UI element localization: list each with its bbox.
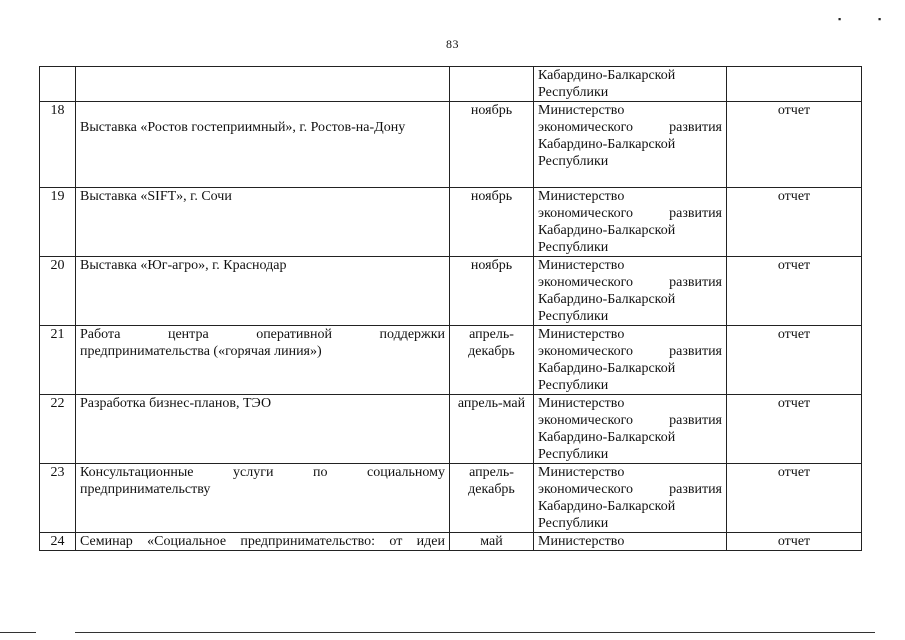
event-report: отчет	[727, 395, 862, 464]
executor-line: Кабардино-Балкарской	[538, 137, 676, 152]
scan-edge-line	[0, 632, 36, 633]
event-executor	[534, 533, 727, 551]
row-number: 24	[40, 533, 76, 551]
page-number: 83	[446, 37, 459, 51]
executor-line: Министерство	[538, 103, 625, 118]
event-report: отчет	[727, 257, 862, 326]
event-name-line: Семинар «Социальное предпринимательство: от идеи	[80, 534, 445, 549]
executor-line: Министерство	[538, 396, 625, 411]
executor-line: экономического развития	[538, 482, 722, 497]
event-name-line: Выставка «Юг-агро», г. Краснодар	[80, 258, 287, 273]
scan-edge-line	[75, 632, 875, 633]
events-table	[39, 66, 862, 551]
executor-line: Республики	[538, 447, 609, 462]
event-executor	[534, 188, 727, 257]
row-number	[40, 67, 76, 102]
executor-line: экономического развития	[538, 206, 722, 221]
event-term	[450, 533, 534, 551]
table-row-continued	[40, 67, 862, 102]
executor-line: Кабардино-Балкарской	[538, 361, 676, 376]
event-term	[450, 102, 534, 188]
event-name	[76, 188, 450, 257]
executor-line: экономического развития	[538, 120, 722, 135]
executor-line: Кабардино-Балкарской	[538, 223, 676, 238]
event-term	[450, 395, 534, 464]
executor-line: Министерство	[538, 258, 625, 273]
table-row	[40, 533, 862, 551]
event-name	[76, 326, 450, 395]
row-number: 21	[40, 326, 76, 395]
event-executor	[534, 326, 727, 395]
term-line: декабрь	[468, 482, 515, 497]
executor-line: Республики	[538, 85, 609, 100]
table-row	[40, 395, 862, 464]
event-name	[76, 464, 450, 533]
term-line: ноябрь	[470, 103, 513, 118]
executor-line: Министерство	[538, 534, 625, 549]
executor-line: Министерство	[538, 189, 625, 204]
executor-line: Министерство	[538, 327, 625, 342]
event-term	[450, 257, 534, 326]
scan-speck: ▪	[878, 14, 882, 24]
event-term	[450, 188, 534, 257]
row-number: 20	[40, 257, 76, 326]
executor-line: Кабардино-Балкарской	[538, 499, 676, 514]
executor-line: Кабардино-Балкарской	[538, 292, 676, 307]
executor-line: Республики	[538, 309, 609, 324]
event-term	[450, 67, 534, 102]
event-executor	[534, 67, 727, 102]
term-line: ноябрь	[470, 189, 513, 204]
event-name-line: предпринимательству	[80, 482, 211, 497]
row-number: 23	[40, 464, 76, 533]
event-name	[76, 102, 450, 188]
event-report: отчет	[727, 533, 862, 551]
executor-line: Республики	[538, 378, 609, 393]
table-row	[40, 102, 862, 188]
executor-line: Кабардино-Балкарской	[538, 430, 676, 445]
event-name-line: Выставка «Ростов гостеприимный», г. Ростов-на-Дону	[80, 120, 406, 135]
executor-line: Кабардино-Балкарской	[538, 68, 676, 83]
term-line: апрель-	[469, 327, 514, 342]
row-number: 22	[40, 395, 76, 464]
row-number: 19	[40, 188, 76, 257]
event-term	[450, 326, 534, 395]
event-name-line: Работа центра оперативной поддержки	[80, 327, 445, 342]
event-name-line: Разработка бизнес-планов, ТЭО	[80, 396, 272, 411]
term-line: май	[480, 534, 503, 549]
term-line: апрель-	[469, 465, 514, 480]
event-name	[76, 395, 450, 464]
event-report	[727, 67, 862, 102]
event-executor	[534, 102, 727, 188]
event-term	[450, 464, 534, 533]
table-row	[40, 257, 862, 326]
table-row	[40, 464, 862, 533]
event-name-line: Выставка «SIFT», г. Сочи	[80, 189, 232, 204]
event-report: отчет	[727, 102, 862, 188]
event-name	[76, 257, 450, 326]
term-line: ноябрь	[470, 258, 513, 273]
event-name	[76, 533, 450, 551]
executor-line: Республики	[538, 240, 609, 255]
scan-speck: ▪	[838, 14, 842, 24]
executor-line: Министерство	[538, 465, 625, 480]
executor-line: экономического развития	[538, 344, 722, 359]
term-line: декабрь	[468, 344, 515, 359]
table-row	[40, 326, 862, 395]
row-number: 18	[40, 102, 76, 188]
term-line: апрель-май	[457, 396, 526, 411]
event-executor	[534, 464, 727, 533]
executor-line: экономического развития	[538, 275, 722, 290]
event-name-line: предпринимательства («горячая линия»)	[80, 344, 322, 359]
event-name-line: Консультационные услуги по социальному	[80, 465, 445, 480]
event-report: отчет	[727, 464, 862, 533]
event-executor	[534, 395, 727, 464]
executor-line: экономического развития	[538, 413, 722, 428]
event-report: отчет	[727, 326, 862, 395]
event-report: отчет	[727, 188, 862, 257]
table-row	[40, 188, 862, 257]
event-executor	[534, 257, 727, 326]
executor-line: Республики	[538, 154, 609, 169]
event-name	[76, 67, 450, 102]
executor-line: Республики	[538, 516, 609, 531]
